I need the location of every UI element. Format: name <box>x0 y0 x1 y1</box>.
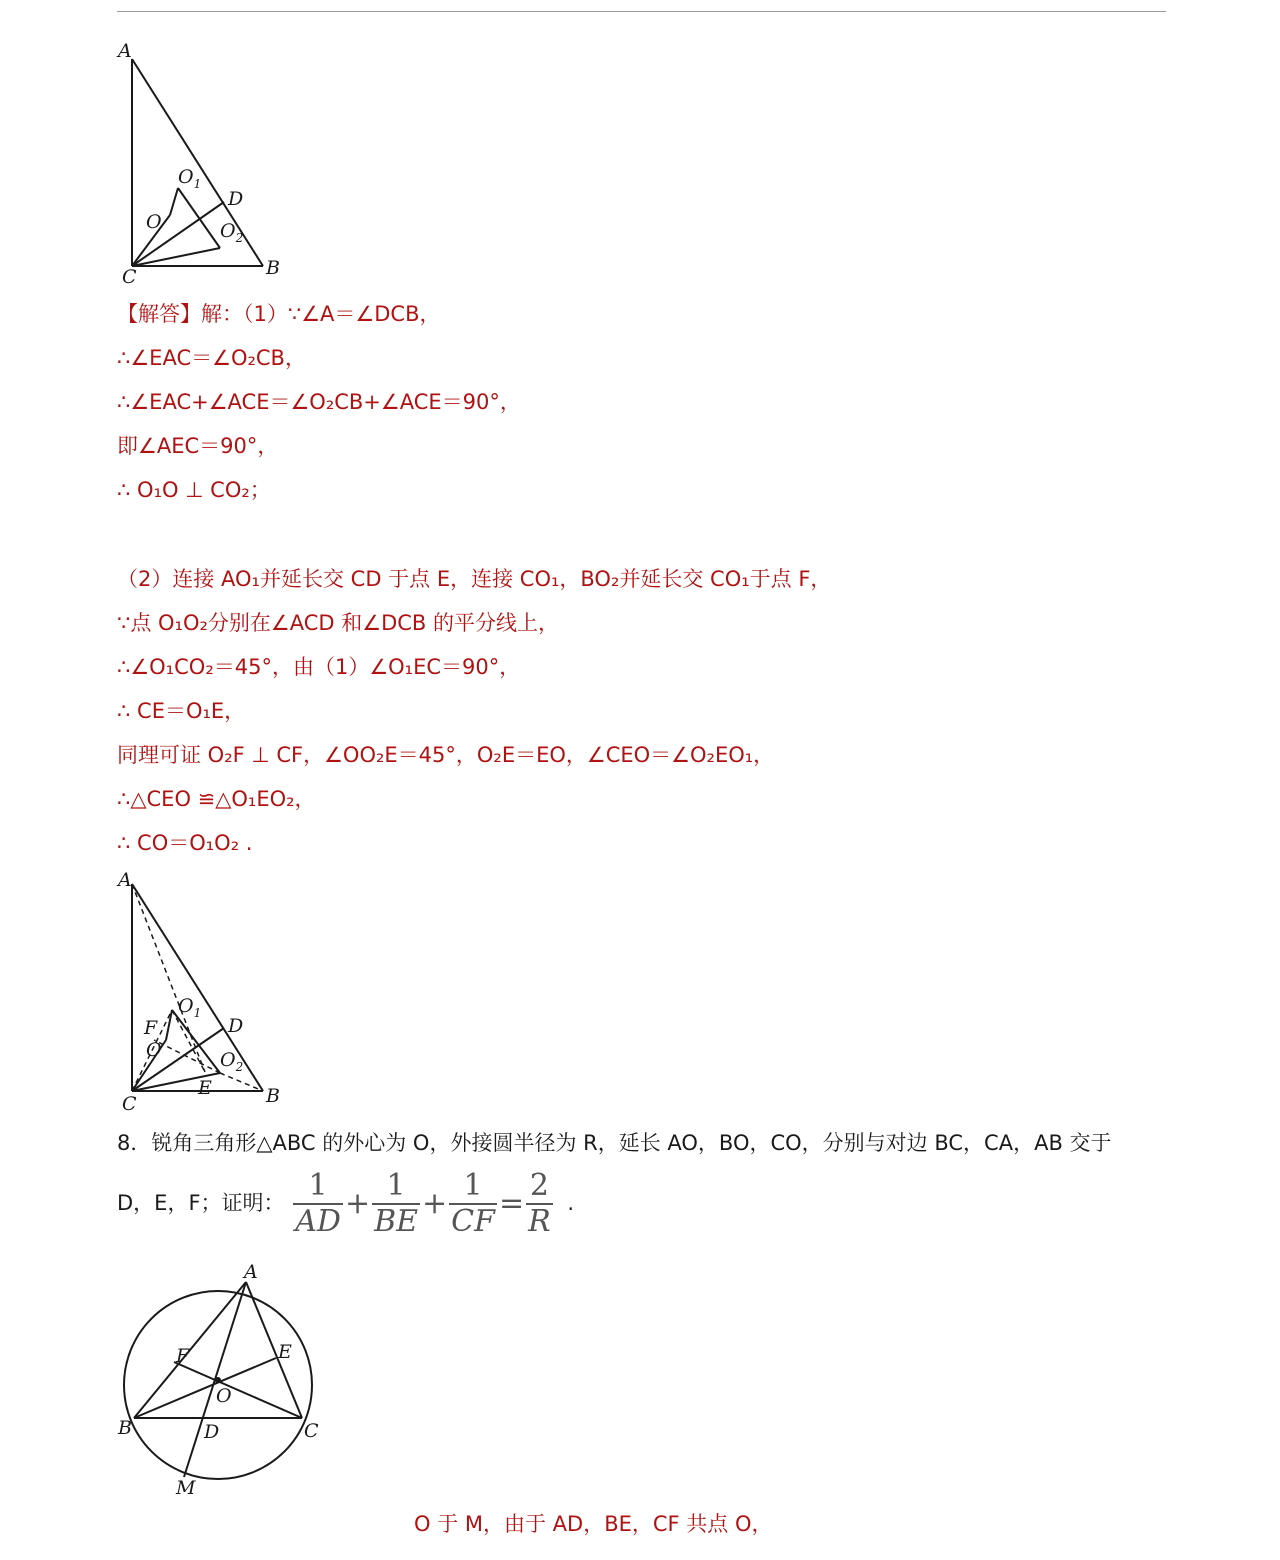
fig3-label-a: A <box>244 1262 258 1283</box>
fig3-label-e: E <box>278 1341 292 1363</box>
fig2-label-o: O <box>146 1039 162 1061</box>
faded-region <box>110 1500 410 1550</box>
fraction-1-over-cf: $\frac{1}{CF}$ <box>451 1168 495 1239</box>
figure-3-circumcircle <box>110 1262 330 1498</box>
solution-line-6: （2）连接 AO₁并延长交 CD 于点 E，连接 CO₁，BO₂并延长交 CO₁于点 F， <box>117 567 832 591</box>
solution-line-5: ∴ O₁O ⊥ CO₂； <box>117 478 271 502</box>
fig3-label-f: F <box>176 1345 190 1367</box>
solution-line-2: ∴∠EAC＝∠O₂CB， <box>117 346 306 370</box>
figure-2-triangle <box>110 862 310 1118</box>
fig2-label-d: D <box>228 1015 244 1037</box>
fraction-1-over-ad: $\frac{1}{AD}$ <box>295 1168 341 1239</box>
fig2-label-f: F <box>144 1017 158 1039</box>
plus-sign: + <box>344 1186 371 1221</box>
fig1-label-b: B <box>266 257 280 279</box>
solution-line-4: 即∠AEC＝90°， <box>117 434 279 458</box>
fig1-label-o: O <box>146 211 162 233</box>
fig3-label-b: B <box>118 1417 132 1439</box>
solution-line-1: 【解答】解：（1）∵∠A＝∠DCB， <box>117 302 441 326</box>
circumcenter-dot <box>215 1377 221 1383</box>
solution-line-9: ∴ CE＝O₁E， <box>117 699 246 723</box>
fig1-label-c: C <box>122 266 137 288</box>
solution-line-7: ∵点 O₁O₂分别在∠ACD 和∠DCB 的平分线上， <box>117 611 560 635</box>
equals-sign: = <box>498 1186 525 1221</box>
solution-line-10: 同理可证 O₂F ⊥ CF，∠OO₂E＝45°，O₂E＝EO，∠CEO＝∠O₂EO₁， <box>117 743 775 767</box>
solution-line-12: ∴ CO＝O₁O₂ . <box>117 831 253 855</box>
fig1-label-o1: $O_1$ <box>178 166 202 191</box>
fig2-label-o1: $O_1$ <box>178 995 202 1020</box>
figure-1-triangle <box>110 35 310 295</box>
top-rule <box>117 11 1166 12</box>
fig2-label-a: A <box>118 869 132 891</box>
solution-line-8: ∴∠O₁CO₂＝45°，由（1）∠O₁EC＝90°， <box>117 655 521 679</box>
fig1-label-o2: $O_2$ <box>220 220 244 245</box>
answer-tag: 【解答】 <box>117 302 201 326</box>
problem-8-line-2: D，E，F；证明： $\frac{1}{AD}$ + $\frac{1}{BE}$ + $\frac{1}{CF}$ = $\frac{2}{R}$ . <box>117 1168 575 1239</box>
fraction-1-over-be: $\frac{1}{BE}$ <box>374 1168 419 1239</box>
plus-sign: + <box>422 1186 448 1221</box>
solution-line-11: ∴△CEO ≌△O₁EO₂， <box>117 787 316 811</box>
fig2-label-b: B <box>266 1085 280 1107</box>
fraction-2-over-r: $\frac{2}{R}$ <box>528 1168 551 1239</box>
fig1-label-d: D <box>228 188 244 210</box>
fig3-label-m: M <box>176 1477 196 1498</box>
fig2-label-e: E <box>198 1077 212 1099</box>
fig2-label-c: C <box>122 1093 137 1115</box>
fig3-label-c: C <box>304 1420 319 1442</box>
fig3-label-o: O <box>216 1385 232 1407</box>
solution-line-3: ∴∠EAC+∠ACE＝∠O₂CB+∠ACE＝90°， <box>117 390 521 414</box>
fig3-label-d: D <box>204 1421 220 1443</box>
fig2-label-o2: $O_2$ <box>220 1049 244 1074</box>
fig1-label-a: A <box>118 40 132 62</box>
bottom-solution-line: O 于 M，由于 AD，BE，CF 共点 O， <box>414 1512 773 1536</box>
problem-8-line-1: 8．锐角三角形△ABC 的外心为 O，外接圆半径为 R，延长 AO，BO，CO，分别与对边 BC，CA，AB 交于 <box>117 1131 1112 1155</box>
